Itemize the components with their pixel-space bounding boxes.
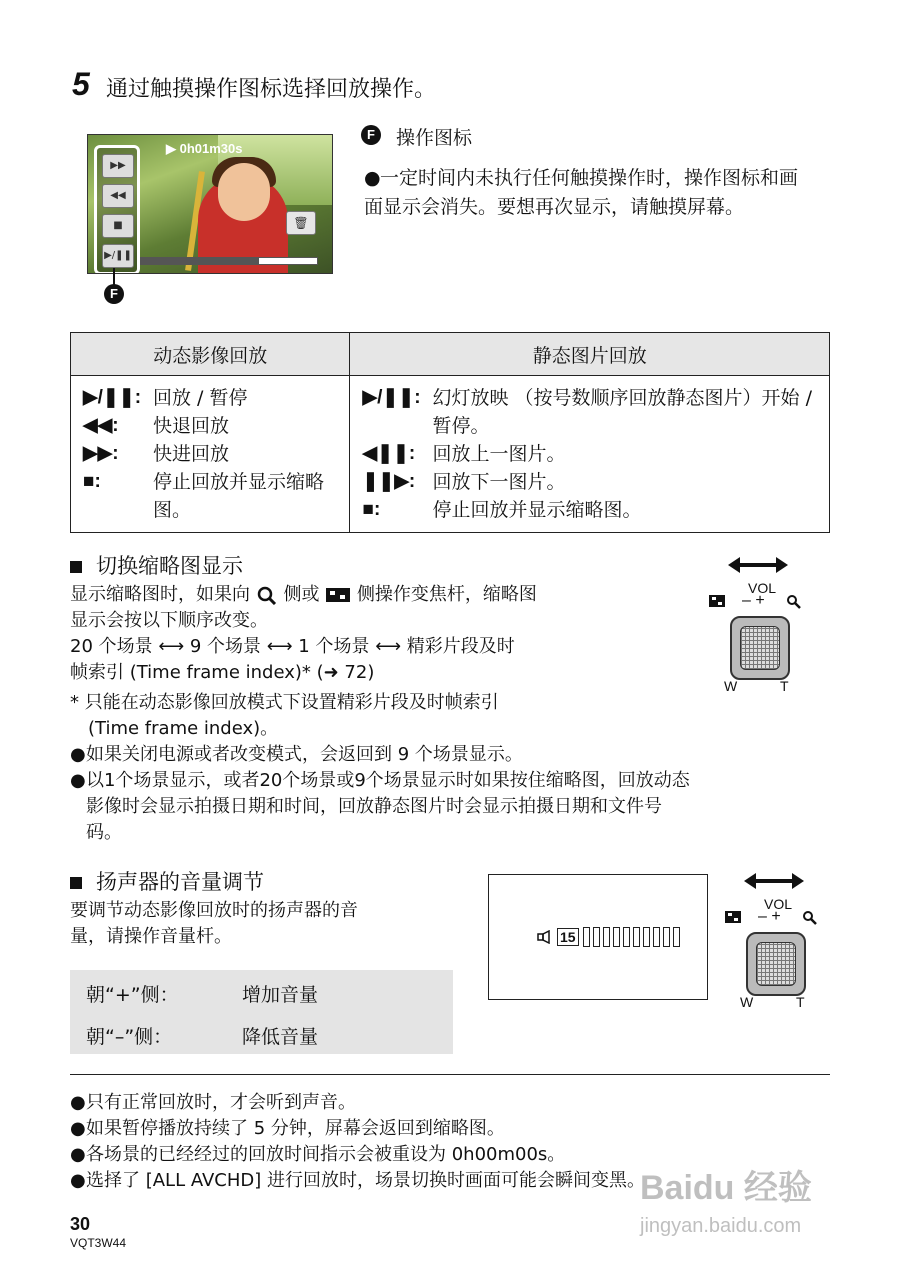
t-label: T xyxy=(796,994,805,1010)
play-pause-button[interactable]: ▶/❚❚ xyxy=(102,244,134,268)
thumbnail-notes xyxy=(70,742,840,846)
zoom-lever-illustration xyxy=(718,556,838,706)
section-title-text: 扬声器的音量调节 xyxy=(96,870,264,894)
tele-magnifier-icon xyxy=(256,585,278,605)
lever-grip xyxy=(756,942,796,986)
w-label: W xyxy=(740,994,754,1010)
volume-indicator xyxy=(537,927,680,947)
note-text: 影像时会显示拍摄日期和时间，回放静态图片时会显示拍摄日期和文件号 xyxy=(86,796,662,817)
direction-label: 朝“+”侧： xyxy=(86,984,179,1006)
op-desc: 快进回放 xyxy=(153,443,230,465)
t-label: T xyxy=(780,678,789,694)
wide-grid-icon xyxy=(708,594,726,608)
volume-level: 15 xyxy=(557,928,579,946)
list-item xyxy=(362,496,817,524)
sequence-text: 帧索引 (Time frame index)* (➜ 72) xyxy=(70,662,375,683)
list-item xyxy=(86,980,318,1007)
progress-fill xyxy=(141,258,259,264)
operation-icons-note xyxy=(364,164,809,222)
volume-bar-segment xyxy=(673,927,680,947)
note-text: 如果关闭电源或者改变模式，会返回到 9 个场景显示。 xyxy=(86,744,523,765)
thumbnail-para xyxy=(70,582,670,686)
op-symbol: ◀❚❚: xyxy=(362,443,416,464)
divider xyxy=(70,1074,830,1075)
op-symbol: ■: xyxy=(362,499,381,520)
volume-bar-segment xyxy=(613,927,620,947)
note-text: 选择了 [ALL AVCHD] 进行回放时，场景切换时画面可能会瞬间变黑。 xyxy=(86,1170,646,1191)
note-text: 各场景的已经经过的回放时间指示会被重设为 0h00m00s。 xyxy=(86,1144,566,1165)
para-text: 侧操作变焦杆，缩略图 xyxy=(356,584,537,605)
lever-body xyxy=(746,932,806,996)
volume-bar-segment xyxy=(583,927,590,947)
op-desc: 快退回放 xyxy=(153,415,230,437)
section-title-text: 切换缩略图显示 xyxy=(96,554,243,578)
list-item xyxy=(362,468,817,496)
wide-grid-icon xyxy=(724,910,742,924)
trash-icon[interactable]: 🗑 xyxy=(286,211,316,235)
child-face xyxy=(218,163,270,221)
vol-label: VOL xyxy=(748,580,777,596)
sequence-text: 20 个场景 ⟷ 9 个场景 ⟷ 1 个场景 ⟷ 精彩片段及时 xyxy=(70,636,515,657)
note-text: 只有正常回放时，才会听到声音。 xyxy=(86,1092,356,1113)
list-item xyxy=(86,1022,318,1049)
note-text: 如果暂停播放持续了 5 分钟，屏幕会返回到缩略图。 xyxy=(86,1118,505,1139)
playback-screenshot xyxy=(87,134,333,274)
playback-timecode: ▶ 0h01m30s xyxy=(166,141,243,156)
note-text: 以1个场景显示，或者20个场景或9个场景显示时如果按住缩略图，回放动态 xyxy=(86,770,690,791)
list-item xyxy=(362,440,817,468)
still-ops-cell xyxy=(350,376,830,533)
double-arrow-icon xyxy=(728,556,788,574)
op-symbol: ■: xyxy=(83,471,101,492)
volume-bar-segment xyxy=(643,927,650,947)
table-header-motion: 动态影像回放 xyxy=(71,333,350,376)
volume-bar-segment xyxy=(633,927,640,947)
double-arrow-icon xyxy=(744,872,804,890)
bullet-icon: ● xyxy=(364,167,381,189)
square-bullet-icon xyxy=(70,561,82,573)
motion-ops-cell xyxy=(71,376,350,533)
page-code: VQT3W44 xyxy=(70,1236,127,1250)
list-item xyxy=(362,384,817,440)
op-symbol: ▶/❚❚: xyxy=(362,387,421,408)
w-label: W xyxy=(724,678,738,694)
watermark-sub: jingyan.baidu.com xyxy=(640,1215,802,1237)
volume-bars xyxy=(583,927,680,947)
timecode-value: 0h01m30s xyxy=(179,141,243,156)
baidu-watermark xyxy=(640,1160,850,1250)
volume-display-box xyxy=(488,874,708,1000)
playback-progress-bar xyxy=(140,257,318,265)
para-text: 显示缩略图时，如果向 xyxy=(70,584,250,605)
para-text: 侧或 xyxy=(283,584,320,605)
footer-note xyxy=(70,1116,830,1142)
fast-forward-button[interactable]: ▶▶ xyxy=(102,154,134,178)
watermark-main: Baidu 经验 xyxy=(640,1169,812,1207)
direction-effect: 增加音量 xyxy=(242,984,319,1006)
para-text: 要调节动态影像回放时的扬声器的音 xyxy=(70,900,358,921)
square-bullet-icon xyxy=(70,877,82,889)
speaker-para xyxy=(70,898,470,950)
tele-magnifier-icon xyxy=(786,594,802,610)
asterisk-line: * 只能在动态影像回放模式下设置精彩片段及时帧索引 xyxy=(70,692,499,713)
wide-grid-icon xyxy=(325,586,351,604)
lever-grip xyxy=(740,626,780,670)
step-instruction: 通过触摸操作图标选择回放操作。 xyxy=(106,77,437,102)
volume-bar-segment xyxy=(603,927,610,947)
table-header-still: 静态图片回放 xyxy=(350,333,830,376)
op-desc: 停止回放并显示缩略图。 xyxy=(432,499,642,521)
list-item xyxy=(83,384,337,412)
list-item xyxy=(70,768,840,794)
op-symbol: ▶▶: xyxy=(83,443,119,464)
bullet-icon: ● xyxy=(70,770,86,791)
op-symbol: ▶/❚❚: xyxy=(83,387,142,408)
minus-plus-label: – + xyxy=(742,592,765,609)
rewind-button[interactable]: ◀◀ xyxy=(102,184,134,208)
list-item xyxy=(83,468,337,524)
op-symbol: ❚❚▶: xyxy=(362,471,416,492)
speaker-section-title xyxy=(70,866,264,896)
thumbnail-section-title xyxy=(70,550,243,580)
para-text: 显示会按以下顺序改变。 xyxy=(70,610,268,631)
volume-lever-illustration xyxy=(734,872,854,1022)
bullet-icon: ● xyxy=(70,1144,86,1165)
list-item xyxy=(83,440,337,468)
operation-icons-title: 操作图标 xyxy=(396,127,473,149)
para-text: 量，请操作音量杆。 xyxy=(70,926,232,947)
page-number: 30 xyxy=(70,1214,91,1234)
marker-f-inline: F xyxy=(361,125,381,145)
stop-button[interactable]: ■ xyxy=(102,214,134,238)
note-text: 一定时间内未执行任何触摸操作时，操作图标和画面显示会消失。要想再次显示，请触摸屏幕。 xyxy=(364,167,799,218)
note-text: 码。 xyxy=(86,822,122,843)
operation-icon-bar xyxy=(94,145,140,274)
asterisk-note xyxy=(70,690,710,742)
volume-bar-segment xyxy=(623,927,630,947)
volume-bar-segment xyxy=(663,927,670,947)
volume-bar-segment xyxy=(593,927,600,947)
footer-note xyxy=(70,1090,830,1116)
step-number: 5 xyxy=(72,66,90,102)
lever-body xyxy=(730,616,790,680)
playback-operations-table xyxy=(70,332,830,533)
bullet-icon: ● xyxy=(70,744,86,765)
op-desc: 幻灯放映 （按号数顺序回放静态图片）开始 / 暂停。 xyxy=(432,387,812,437)
op-desc: 回放 / 暂停 xyxy=(153,387,248,409)
list-item xyxy=(70,742,840,768)
tele-magnifier-icon xyxy=(802,910,818,926)
bullet-icon: ● xyxy=(70,1170,86,1191)
volume-direction-box xyxy=(70,970,453,1054)
vol-label: VOL xyxy=(764,896,793,912)
marker-f-below: F xyxy=(104,284,124,304)
op-desc: 回放上一图片。 xyxy=(432,443,566,465)
asterisk-line: (Time frame index)。 xyxy=(88,718,279,739)
volume-bar-segment xyxy=(653,927,660,947)
bullet-icon: ● xyxy=(70,1118,86,1139)
op-desc: 回放下一图片。 xyxy=(432,471,566,493)
list-item xyxy=(83,412,337,440)
minus-plus-label: – + xyxy=(758,908,781,925)
direction-label: 朝“–”侧： xyxy=(86,1026,173,1048)
op-desc: 停止回放并显示缩略图。 xyxy=(153,471,325,521)
speaker-icon xyxy=(537,930,553,944)
bullet-icon: ● xyxy=(70,1092,86,1113)
direction-effect: 降低音量 xyxy=(242,1026,319,1048)
op-symbol: ◀◀: xyxy=(83,415,119,436)
